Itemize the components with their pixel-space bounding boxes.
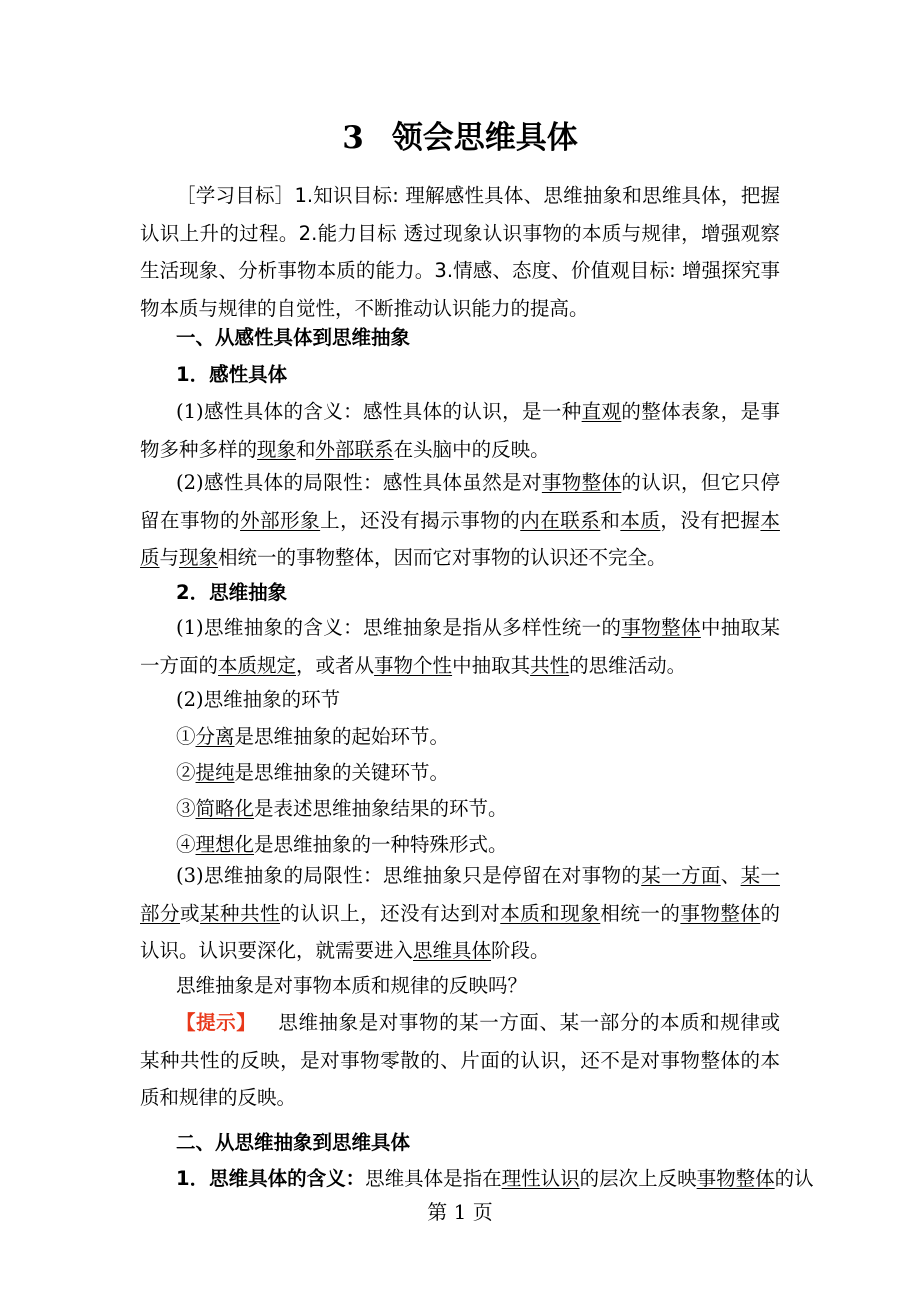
text-run: 的认	[774, 1167, 814, 1190]
fill-blank: 某一部分	[140, 864, 780, 925]
fill-blank: 本质和现象	[500, 901, 601, 925]
text-run: 和	[296, 437, 316, 461]
fill-blank: 理想化	[195, 833, 255, 856]
hint-text: 思维抽象是对事物的某一方面、某一部分的本质和规律或某种共性的反映，是对事物零散的、片面的认识，还不是对事物整体的本质和规律的反映。	[140, 1011, 780, 1110]
question: 思维抽象是对事物本质和规律的反映吗？	[176, 974, 528, 997]
fill-blank: 外部联系	[315, 437, 394, 461]
lesson-title: 领会思维具体	[391, 120, 578, 156]
text-run: 阶段。	[491, 939, 550, 963]
text-run: 1．思维具体的含义：	[176, 1167, 366, 1190]
section1-heading: 一、从感性具体到思维抽象	[176, 326, 411, 349]
text-run: 和	[600, 508, 621, 532]
text-run: 的思维活动。	[569, 653, 687, 677]
sub2-heading: 2．思维抽象	[176, 581, 288, 604]
fill-blank: 提纯	[195, 761, 235, 784]
fill-blank: 事物整体	[680, 901, 761, 925]
text-run: ，没有把握	[660, 508, 761, 532]
text-run: 、	[720, 864, 741, 887]
sub1-heading: 1．感性具体	[176, 363, 288, 386]
objectives-text: 1.知识目标: 理解感性具体、思维抽象和思维具体，把握认识上升的过程。2.能力目标 透过现象认识事物的本质与规律，增强观察生活现象、分析事物本质的能力。3.情感、态度、价值观目标: 增强探究事物本质与规律的自觉性，不断推动认识能力的提高。	[140, 184, 780, 321]
text-run: (1)感性具体的含义：感性具体的认识，是一种	[176, 400, 582, 423]
fill-blank: 某一方面	[641, 864, 721, 887]
text-run: ，或者从	[296, 653, 375, 677]
fill-blank: 某种共性	[200, 901, 281, 925]
section2-paragraph-1	[140, 1163, 814, 1191]
fill-blank: 事物个性	[374, 653, 453, 677]
text-run: 的认识，但它只停留在事物的	[140, 471, 780, 532]
fill-blank: 理性认识	[501, 1167, 580, 1190]
learning-objectives	[140, 177, 780, 328]
text-run: 的认识。认识要深化，就需要进入	[140, 901, 780, 963]
fill-blank: 事物整体	[696, 1167, 775, 1190]
text-run: 是思维抽象的关键环节。	[234, 761, 450, 784]
text-run: (1)思维抽象的含义：思维抽象是指从多样性统一的	[176, 616, 622, 639]
text-run: (2)感性具体的局限性：感性具体虽然是对	[176, 471, 542, 494]
fill-blank: 内在联系	[520, 508, 601, 532]
text-run: 相统一的事物整体，因而它对事物的认识还不完全。	[218, 546, 667, 570]
fill-blank: 共性	[530, 653, 570, 677]
sub1-paragraph-1	[140, 393, 780, 468]
fill-blank: 直观	[581, 400, 622, 423]
fill-blank: 本质	[140, 508, 780, 570]
section2-heading: 二、从思维抽象到思维具体	[176, 1131, 411, 1154]
sub2-paragraph-3	[140, 857, 780, 970]
sub1-paragraph-2	[140, 464, 780, 577]
fill-blank: 简略化	[195, 797, 255, 820]
fill-blank: 本质	[620, 508, 661, 532]
text-run: 的层次上反映	[579, 1167, 697, 1190]
text-run: ①	[176, 725, 196, 748]
step-3	[140, 793, 780, 821]
text-run: 是思维抽象的起始环节。	[234, 725, 450, 748]
sub2-paragraph-1	[140, 609, 780, 684]
page-number: 第 1 页	[427, 1200, 493, 1224]
text-run: ②	[176, 761, 196, 784]
text-run: 或	[180, 901, 201, 925]
text-run: (3)思维抽象的局限性：思维抽象只是停留在对事物的	[176, 864, 642, 887]
fill-blank: 外部形象	[240, 508, 321, 532]
text-run: ④	[176, 833, 196, 856]
hint-label: 【提示】	[176, 1011, 257, 1034]
page-title	[0, 112, 920, 157]
fill-blank: 思维具体	[413, 939, 492, 963]
text-run: 思维具体是指在	[365, 1167, 502, 1190]
text-run: 中抽取其	[452, 653, 531, 677]
step-4	[140, 829, 780, 857]
fill-blank: 事物整体	[541, 471, 622, 494]
lesson-number: 3	[342, 120, 364, 156]
fill-blank: 本质规定	[218, 653, 297, 677]
step-2	[140, 757, 780, 785]
text-run: 上，还没有揭示事物的	[320, 508, 521, 532]
hint	[140, 1004, 780, 1117]
fill-blank: 现象	[257, 437, 297, 461]
text-run: 在头脑中的反映。	[393, 437, 550, 461]
text-run: 中抽取某一方面的	[140, 616, 780, 677]
sub2-paragraph-2: (2)思维抽象的环节	[176, 688, 341, 711]
objectives-label: ［学习目标］	[176, 184, 295, 207]
text-run: 的整体表象，是事物多种多样的	[140, 400, 780, 461]
text-run: ③	[176, 797, 196, 820]
text-run: 的认识上，还没有达到对	[280, 901, 501, 925]
fill-blank: 现象	[179, 546, 219, 570]
fill-blank: 事物整体	[621, 616, 701, 639]
step-1	[140, 721, 780, 749]
text-run: 相统一的	[600, 901, 681, 925]
fill-blank: 分离	[195, 725, 235, 748]
text-run: 是思维抽象的一种特殊形式。	[254, 833, 508, 856]
text-run: 与	[159, 546, 180, 570]
text-run: 是表述思维抽象结果的环节。	[254, 797, 508, 820]
